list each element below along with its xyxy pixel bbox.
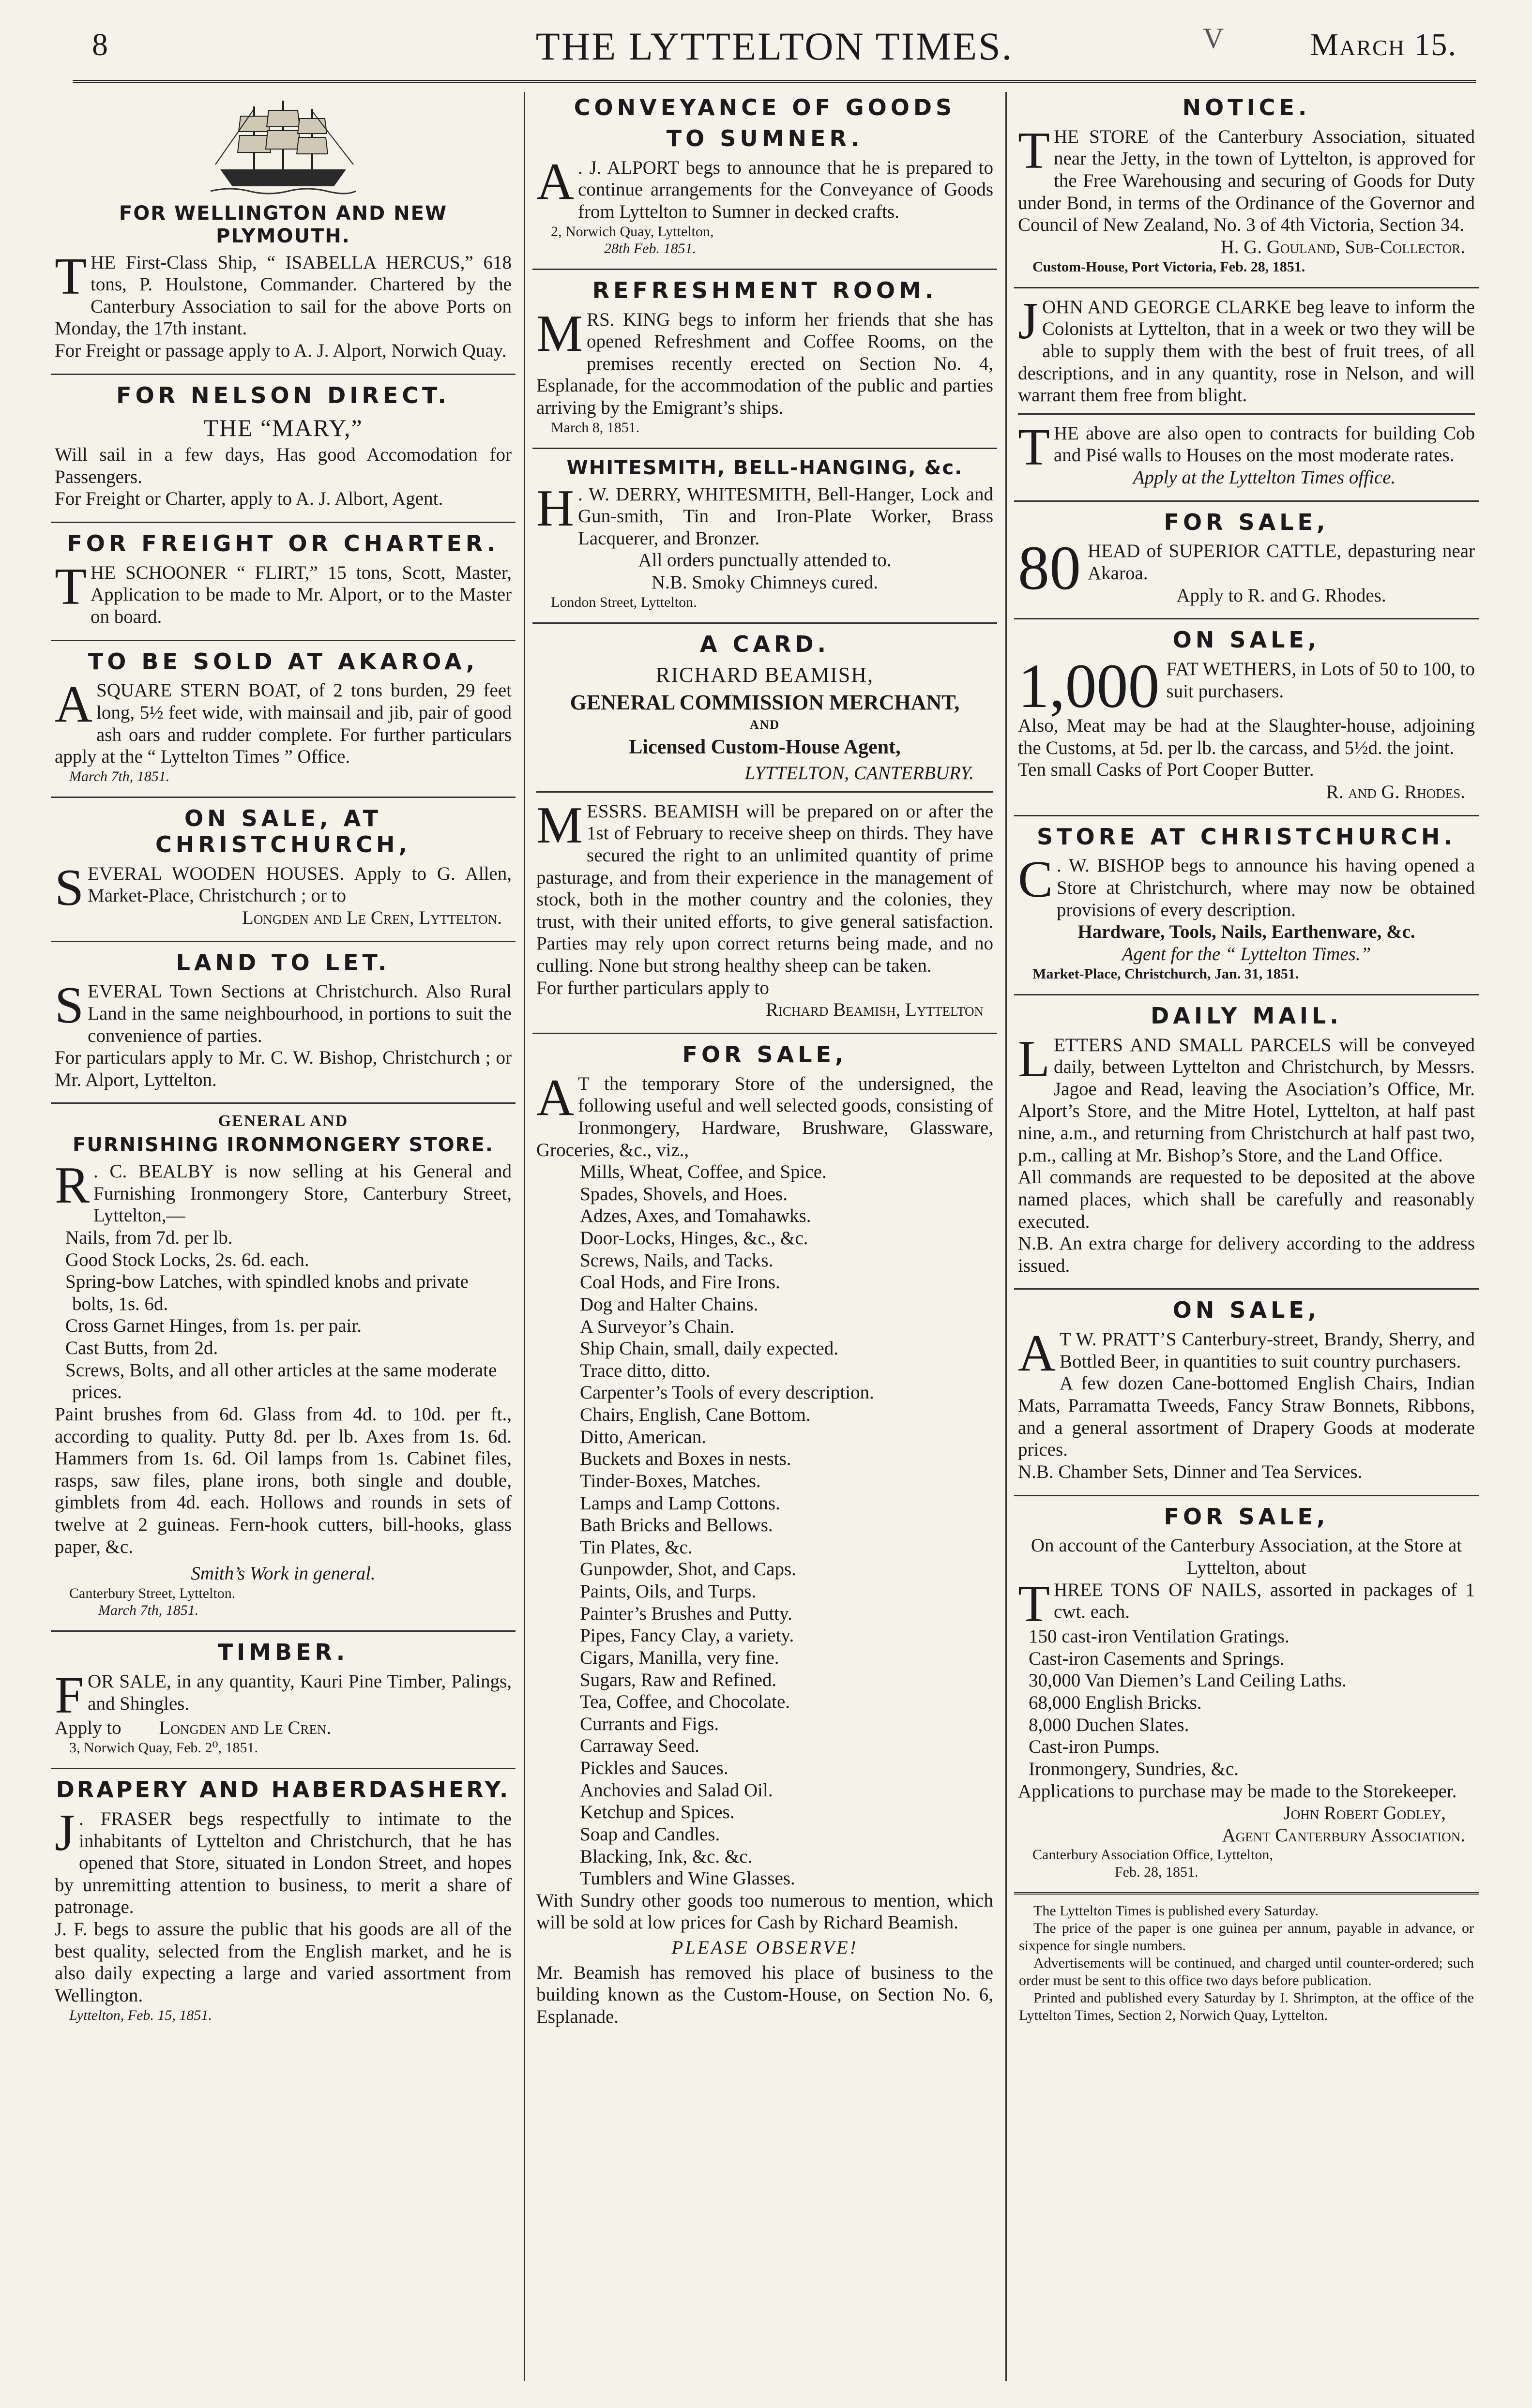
list-item: 30,000 Van Diemen’s Land Ceiling Laths. <box>1029 1670 1347 1691</box>
ad-body: All commands are requested to be deposited at the above named places, which shall be carefully and reasonably executed. <box>1018 1167 1475 1232</box>
ad-role2: Licensed Custom-House Agent, <box>629 736 901 758</box>
list-item: Ironmongery, Sundries, &c. <box>1029 1758 1239 1779</box>
ad-christchurch-houses <box>51 806 516 934</box>
list-item: Tea, Coffee, and Chocolate. <box>580 1691 790 1713</box>
rule <box>51 1630 516 1632</box>
list-item: Paints, Oils, and Turps. <box>580 1581 757 1602</box>
list-item: Tin Plates, &c. <box>580 1536 693 1558</box>
ad-line: N.B. Smoky Chimneys cured. <box>652 572 878 593</box>
list-item: Anchovies and Salad Oil. <box>580 1779 773 1801</box>
ad-title: FOR FREIGHT OR CHARTER. <box>67 530 500 557</box>
masthead-bar <box>73 22 1476 77</box>
list-item: Trace ditto, ditto. <box>580 1360 711 1381</box>
drop-cap: F <box>55 1666 84 1724</box>
drop-cap: H <box>536 479 574 537</box>
list-item: Ditto, American. <box>580 1426 707 1447</box>
ad-body: Paint brushes from 6d. Glass from 4d. to 10d. per ft., according to quality. Putty 8d. per lb. Axes from 1s. 6d. Hammers from 1s. 6d. Oil lamps from 1s. Cabinet files, rasps, saw files, plane irons, both single and double, gimblets from 4d. each. Hollows and rounds in sets of twelve at 2 guineas. Fern-hook cutters, bill-hooks, glass paper, &c. <box>55 1403 512 1557</box>
ship-icon <box>211 97 356 198</box>
list-item: Tinder-Boxes, Matches. <box>580 1470 761 1491</box>
rule <box>1014 287 1479 288</box>
ad-apply: Apply to R. and G. Rhodes. <box>1176 585 1386 606</box>
list-item: Bath Bricks and Bellows. <box>580 1515 773 1536</box>
drop-cap: A <box>536 152 574 211</box>
list-item: Screws, Nails, and Tacks. <box>580 1249 774 1271</box>
ad-akaroa <box>51 649 516 790</box>
list-item: Buckets and Boxes in nests. <box>580 1448 791 1470</box>
list-item: Good Stock Locks, 2s. 6d. each. <box>65 1249 309 1270</box>
drop-cap: S <box>55 858 84 917</box>
page-number: 8 <box>92 27 108 62</box>
ad-body: Also, Meat may be had at the Slaughter-house, adjoining the Customs, at 5d. per lb. the carcass, and 5½d. the joint. <box>1018 715 1475 758</box>
drop-cap: T <box>55 557 87 616</box>
imprint-line: The Lyttelton Times is published every Saturday. <box>1033 1902 1319 1919</box>
ad-body: EVERAL Town Sections at Christchurch. Also Rural Land in the same neighbourhood, in portions to suit the convenience of parties. <box>88 981 512 1046</box>
list-item: Pipes, Fancy Clay, a variety. <box>580 1625 794 1646</box>
ad-body: . C. BEALBY is now selling at his General and Furnishing Ironmongery Store, Canterbury Street, Lyttelton,— <box>93 1161 512 1226</box>
drop-cap: T <box>1018 418 1050 476</box>
ad-place: LYTTELTON, CANTERBURY. <box>744 763 974 784</box>
rule <box>1014 500 1479 502</box>
rule <box>1018 413 1475 415</box>
ad-body: HEAD of SUPERIOR CATTLE, depasturing near Akaroa. <box>1088 541 1475 584</box>
ad-body: ETTERS AND SMALL PARCELS will be conveyed daily, between Lyttelton and Christchurch, by Messrs. Jagoe and Read, leaving the Asociation’s Office, Mr. Alport’s Store, and the Mitre Hotel, Lyttelton, at half past nine, a.m., and returning from Christchurch at half past two, p.m., calling at Mr. Bishop’s Store, and the Land Office. <box>1018 1034 1475 1166</box>
ad-date: March 8, 1851. <box>551 419 640 436</box>
ad-signature: Longden and Le Cren. <box>159 1717 332 1739</box>
ad-pratt <box>1014 1297 1479 1488</box>
list-item: 68,000 English Bricks. <box>1029 1692 1202 1714</box>
list-item: Cross Garnet Hinges, from 1s. per pair. <box>65 1315 362 1337</box>
rule <box>536 791 993 793</box>
rule <box>532 622 997 624</box>
ad-title: ON SALE, <box>1172 1297 1320 1324</box>
list-item: Carpenter’s Tools of every description. <box>580 1382 874 1403</box>
ad-pretitle: GENERAL AND <box>218 1112 349 1130</box>
list-item: Spring-bow Latches, with spindled knobs and private bolts, 1s. 6d. <box>65 1271 469 1314</box>
column-2 <box>532 92 997 2381</box>
drop-cap: R <box>55 1157 90 1214</box>
ad-subtitle: THE “MARY,” <box>203 414 363 441</box>
ad-body: T W. PRATT’S Canterbury-street, Brandy, Sherry, and Bottled Beer, in quantities to suit country purchasers. <box>1060 1329 1475 1372</box>
drop-cap: T <box>1018 121 1050 180</box>
list-item: Cast Butts, from 2d. <box>65 1338 218 1358</box>
ad-signature: Longden and Le Cren, Lyttelton. <box>242 907 502 928</box>
drop-cap: J <box>1018 292 1039 350</box>
ad-cattle <box>1014 510 1479 612</box>
list-item: Lamps and Lamp Cottons. <box>580 1492 780 1514</box>
ad-address: London Street, Lyttelton. <box>551 594 697 610</box>
ad-body: . W. DERRY, WHITESMITH, Bell-Hanger, Lock and Gun-smith, Tin and Iron-Plate Worker, Brass Lacquerer, and Bronzer. <box>578 483 993 549</box>
ad-body: For further particulars apply to <box>536 977 769 998</box>
ad-body: OR SALE, in any quantity, Kauri Pine Timber, Palings, and Shingles. <box>88 1671 512 1714</box>
rule <box>1014 815 1479 816</box>
ad-for-sale-beamish <box>532 1042 997 2033</box>
ad-body: HREE TONS OF NAILS, assorted in packages of 1 cwt. each. <box>1053 1579 1475 1623</box>
ad-refreshment <box>532 278 997 441</box>
ad-signature: Agent Canterbury Association. <box>1222 1824 1465 1846</box>
ad-body: N.B. An extra charge for delivery according to the address issued. <box>1018 1233 1475 1276</box>
ad-title: NOTICE. <box>1182 94 1311 120</box>
ad-body: N.B. Chamber Sets, Dinner and Tea Services. <box>1018 1461 1363 1482</box>
rule <box>51 1102 516 1104</box>
imprint <box>1014 1902 1479 2024</box>
ad-notice-store <box>1014 95 1479 280</box>
ad-body: For Freight or Charter, apply to A. J. Albort, Agent. <box>55 488 443 510</box>
drop-cap: A <box>536 1069 574 1127</box>
list-item: Tumblers and Wine Glasses. <box>580 1868 795 1889</box>
list-item: 150 cast-iron Ventilation Gratings. <box>1029 1626 1289 1647</box>
rule <box>51 941 516 942</box>
goods-list <box>536 1161 993 1890</box>
list-item: Dog and Halter Chains. <box>580 1294 758 1315</box>
list-item: Pickles and Sauces. <box>580 1758 728 1779</box>
masthead-rule <box>73 80 1476 83</box>
rule <box>51 374 516 375</box>
ad-title: ON SALE, AT CHRISTCHURCH, <box>155 805 411 858</box>
ad-freight <box>51 531 516 633</box>
ad-body: Will sail in a few days, Has good Accomodation for Passengers. <box>55 444 512 487</box>
rule <box>51 640 516 641</box>
drop-cap: S <box>55 977 84 1035</box>
ad-signature: Richard Beamish, Lyttelton <box>765 999 984 1021</box>
ad-date: March 7th, 1851. <box>98 1602 199 1618</box>
ad-title: WHITESMITH, BELL-HANGING, &c. <box>566 456 963 479</box>
imprint-line: The price of the paper is one guinea per annum, payable in advance, or sixpence for single numbers. <box>1019 1920 1474 1954</box>
ad-body: ESSRS. BEAMISH will be prepared on or after the 1st of February to receive sheep on thirds. They have secured the right to an unlimited quantity of prime pasturage, and from their experience in the management of stock, both in the mother country and the colonies, they trust, with their united efforts, to give general satisfaction. Parties may rely upon correct returns being made, and no culling. None but strong healthy sheep can be taken. <box>536 800 993 977</box>
ad-body: T the temporary Store of the undersigned, the following useful and well selected goods, consisting of Ironmongery, Hardware, Brushware, Glassware, Groceries, &c., viz., <box>536 1073 993 1160</box>
ad-date: Lyttelton, Feb. 15, 1851. <box>69 2007 212 2023</box>
rule <box>51 1768 516 1769</box>
ad-role: GENERAL COMMISSION MERCHANT, <box>570 691 960 715</box>
ad-address: Canterbury Association Office, Lyttelton, <box>1032 1847 1273 1863</box>
ad-body: . J. ALPORT begs to announce that he is prepared to continue arrangements for the Conveyance of Goods from Lyttelton to Sumner in decked crafts. <box>578 157 993 222</box>
list-item: Mills, Wheat, Coffee, and Spice. <box>580 1161 827 1183</box>
ad-goods: Hardware, Tools, Nails, Earthenware, &c. <box>1077 921 1415 943</box>
ad-body: HE First-Class Ship, “ ISABELLA HERCUS,” 618 tons, P. Houlstone, Commander. Chartered by the Canterbury Association to sail for the above Ports on Monday, the 17th instant. <box>55 252 512 339</box>
issue-date: March 15. <box>1310 27 1457 62</box>
ad-intro: On account of the Canterbury Association, at the Store at Lyttelton, about <box>1031 1535 1462 1578</box>
ad-title: ON SALE, <box>1172 627 1320 653</box>
column-3 <box>1014 92 1479 2381</box>
rule <box>1014 994 1479 995</box>
ad-title: FURNISHING IRONMONGERY STORE. <box>73 1134 494 1157</box>
rule <box>532 1033 997 1034</box>
drop-cap: A <box>55 676 92 734</box>
ad-title: FOR SALE, <box>682 1041 848 1068</box>
ad-and: AND <box>749 718 780 732</box>
list-item: Painter’s Brushes and Putty. <box>580 1603 792 1624</box>
ad-note: Smith’s Work in general. <box>191 1563 376 1584</box>
ad-title: FOR SALE, <box>1164 1503 1329 1530</box>
ad-title: STORE AT CHRISTCHURCH. <box>1037 823 1456 850</box>
ad-title: FOR WELLINGTON AND NEW PLYMOUTH. <box>119 202 448 247</box>
ad-address: Canterbury Street, Lyttelton. <box>69 1585 236 1601</box>
ad-title: A CARD. <box>699 631 830 657</box>
ad-title: TO SUMNER. <box>666 125 864 151</box>
ad-card-beamish <box>532 632 997 1026</box>
ad-body: SQUARE STERN BOAT, of 2 tons burden, 29 feet long, 5½ feet wide, with mainsail and jib, pair of good ash oars and rudder complete. For further particulars apply at the “ Lyttelton Times ” Office. <box>55 680 512 768</box>
ad-nails <box>1014 1504 1479 1885</box>
list-item: Ketchup and Spices. <box>580 1802 735 1823</box>
big-number: 1,000 <box>1018 651 1160 722</box>
ad-body: HE STORE of the Canterbury Association, situated near the Jetty, in the town of Lyttelton, is approved for the Free Warehousing and securing of Goods for Duty under Bond, in terms of the Ordinance of the Governor and Council of New Zealand, No. 3 of 4th Victoria, Section 34. <box>1018 126 1475 236</box>
ad-date: March 7th, 1851. <box>69 768 170 784</box>
ad-body: EVERAL WOODEN HOUSES. Apply to G. Allen, Market-Place, Christchurch ; or to <box>88 863 512 906</box>
list-item: Sugars, Raw and Refined. <box>580 1669 777 1690</box>
column-divider <box>1005 92 1007 2381</box>
ad-signature: R. and G. Rhodes. <box>1326 782 1465 803</box>
ad-drapery <box>51 1777 516 2029</box>
drop-cap: L <box>1018 1030 1050 1088</box>
ad-body: Ten small Casks of Port Cooper Butter. <box>1018 759 1314 781</box>
ad-body: . W. BISHOP begs to announce his having opened a Store at Christchurch, where may now be obtained provisions of every description. <box>1057 855 1475 920</box>
list-item: Currants and Figs. <box>580 1713 719 1734</box>
ad-clarke <box>1014 292 1479 494</box>
ad-signature: John Robert Godley, <box>1283 1803 1446 1824</box>
ad-timber <box>51 1640 516 1761</box>
ad-whitesmith <box>532 457 997 616</box>
ad-date: Feb. 28, 1851. <box>1115 1864 1198 1880</box>
list-item: Nails, from 7d. per lb. <box>65 1227 233 1248</box>
column-1 <box>51 92 516 2381</box>
ad-title: TIMBER. <box>217 1639 349 1666</box>
ad-apply: Apply to <box>55 1717 121 1739</box>
ad-title: FOR SALE, <box>1164 509 1329 535</box>
ad-address: 2, Norwich Quay, Lyttelton, <box>551 223 714 240</box>
ad-body: For particulars apply to Mr. C. W. Bishop, Christchurch ; or Mr. Alport, Lyttelton. <box>55 1047 512 1090</box>
ad-daily-mail <box>1014 1003 1479 1282</box>
ad-land <box>51 950 516 1096</box>
ad-title: LAND TO LET. <box>176 949 391 976</box>
ad-title: REFRESHMENT ROOM. <box>592 277 938 303</box>
ad-body: J. F. begs to assure the public that his goods are all of the best quality, selected from the English market, and he is also daily expecting a large and varied assortment from Wellington. <box>55 1919 512 2006</box>
list-item: Ship Chain, small, daily expected. <box>580 1338 838 1359</box>
ad-body: For Freight or passage apply to A. J. Alport, Norwich Quay. <box>55 340 507 361</box>
ad-date: Market-Place, Christchurch, Jan. 31, 1851. <box>1032 965 1299 982</box>
ad-title: CONVEYANCE OF GOODS <box>574 94 956 120</box>
list-item: Door-Locks, Hinges, &c., &c. <box>580 1228 808 1249</box>
ad-conveyance <box>532 95 997 262</box>
list-item: Blacking, Ink, &c. &c. <box>580 1846 753 1867</box>
ad-body: A few dozen Cane-bottomed English Chairs, Indian Mats, Parramatta Tweeds, Fancy Straw Bonnets, Ribbons, and a general assortment of Drapery Goods at moderate prices. <box>1018 1373 1475 1460</box>
ad-wellington <box>51 97 516 367</box>
drop-cap: J <box>55 1804 76 1862</box>
newspaper-title: THE LYTTELTON TIMES. <box>535 24 1014 68</box>
ad-title: DAILY MAIL. <box>1151 1002 1342 1029</box>
rule <box>1014 1892 1479 1895</box>
drop-cap: C <box>1018 851 1053 909</box>
ad-line: All orders punctually attended to. <box>638 550 892 571</box>
rule <box>51 797 516 798</box>
rule <box>1014 1495 1479 1496</box>
ad-body: HE SCHOONER “ FLIRT,” 15 tons, Scott, Master, Application to be made to Mr. Alport, or to the Master on board. <box>90 562 512 627</box>
list-item: Chairs, English, Cane Bottom. <box>580 1404 811 1426</box>
ad-ironmongery <box>51 1112 516 1624</box>
ad-body: RS. KING begs to inform her friends that she has opened Refreshment and Coffee Rooms, on the premises recently erected on Section No. 4, Esplanade, for the accommodation of the public and parties arriving by the Emigrant’s ships. <box>536 309 993 418</box>
list-item: Cigars, Manilla, very fine. <box>580 1647 779 1668</box>
imprint-line: Advertisements will be continued, and charged until counter-ordered; such order must be sent to this office two days before publication. <box>1019 1955 1474 1988</box>
rule <box>532 448 997 449</box>
list-item: Coal Hods, and Fire Irons. <box>580 1272 780 1293</box>
list-item: Adzes, Axes, and Tomahawks. <box>580 1205 811 1227</box>
list-item: Carraway Seed. <box>580 1735 699 1757</box>
rule <box>1014 618 1479 619</box>
ad-address: Custom-House, Port Victoria, Feb. 28, 1851. <box>1032 258 1305 275</box>
ad-store-christchurch <box>1014 824 1479 987</box>
ad-apply: Apply at the Lyttelton Times office. <box>1133 467 1396 488</box>
ad-body: . FRASER begs respectfully to intimate to the inhabitants of Lyttelton and Christchurch, that he has opened that Store, situated in London Street, and hopes by unremitting attention to business, to merit a share of patronage. <box>55 1808 512 1918</box>
ad-date: 3, Norwich Quay, Feb. 2⁰, 1851. <box>69 1740 258 1756</box>
rule <box>51 522 516 523</box>
ad-wethers <box>1014 627 1479 808</box>
drop-cap: T <box>55 247 87 305</box>
big-number: 80 <box>1018 533 1081 603</box>
ad-title: FOR NELSON DIRECT. <box>116 382 450 408</box>
ad-body: Applications to purchase may be made to the Storekeeper. <box>1018 1780 1457 1802</box>
imprint-line: Printed and published every Saturday by I. Shrimpton, at the office of the Lyttelton Times, Section 2, Norwich Quay, Lyttelton. <box>1019 1989 1474 2023</box>
list-item: Gunpowder, Shot, and Caps. <box>580 1559 796 1580</box>
list-item: Spades, Shovels, and Hoes. <box>580 1183 788 1204</box>
ad-body: OHN AND GEORGE CLARKE beg leave to inform the Colonists at Lyttelton, that in a week or two they will be able to supply them with the best of fruit trees, of all descriptions, and in any quantity, rose in Nelson, and will warrant them free from blight. <box>1018 296 1475 406</box>
drop-cap: M <box>536 796 583 854</box>
rule <box>1014 1288 1479 1290</box>
ad-body: Mr. Beamish has removed his place of business to the building known as the Custom-House, on Section No. 6, Esplanade. <box>536 1962 993 2027</box>
column-divider <box>524 92 525 2381</box>
ad-body: With Sundry other goods too numerous to mention, which will be sold at low prices for Cash by Richard Beamish. <box>536 1890 993 1933</box>
list-item: Cast-iron Casements and Springs. <box>1029 1648 1285 1669</box>
ad-date: 28th Feb. 1851. <box>604 240 696 256</box>
ad-title: TO BE SOLD AT AKAROA, <box>88 648 479 675</box>
ad-agent: Agent for the “ Lyttelton Times.” <box>1122 943 1371 964</box>
ad-title: DRAPERY AND HABERDASHERY. <box>56 1776 511 1803</box>
ad-name: RICHARD BEAMISH, <box>655 662 874 687</box>
drop-cap: A <box>1018 1324 1056 1383</box>
margin-mark: V <box>1203 22 1224 54</box>
drop-cap: M <box>536 304 583 362</box>
ad-notice: PLEASE OBSERVE! <box>671 1937 858 1958</box>
drop-cap: T <box>1018 1575 1050 1633</box>
list-item: Screws, Bolts, and all other articles at the same moderate prices. <box>65 1359 497 1403</box>
ad-nelson <box>51 383 516 515</box>
rule <box>532 269 997 270</box>
list-item: 8,000 Duchen Slates. <box>1029 1714 1189 1735</box>
list-item: A Surveyor’s Chain. <box>580 1316 734 1337</box>
list-item: Soap and Candles. <box>580 1823 720 1845</box>
list-item: Cast-iron Pumps. <box>1029 1736 1160 1758</box>
ad-signature: H. G. Gouland, Sub-Collector. <box>1220 236 1465 257</box>
ad-body: FAT WETHERS, in Lots of 50 to 100, to suit purchasers. <box>1166 659 1475 702</box>
ad-body: HE above are also open to contracts for building Cob and Pisé walls to Houses on the most moderate rates. <box>1053 422 1475 466</box>
